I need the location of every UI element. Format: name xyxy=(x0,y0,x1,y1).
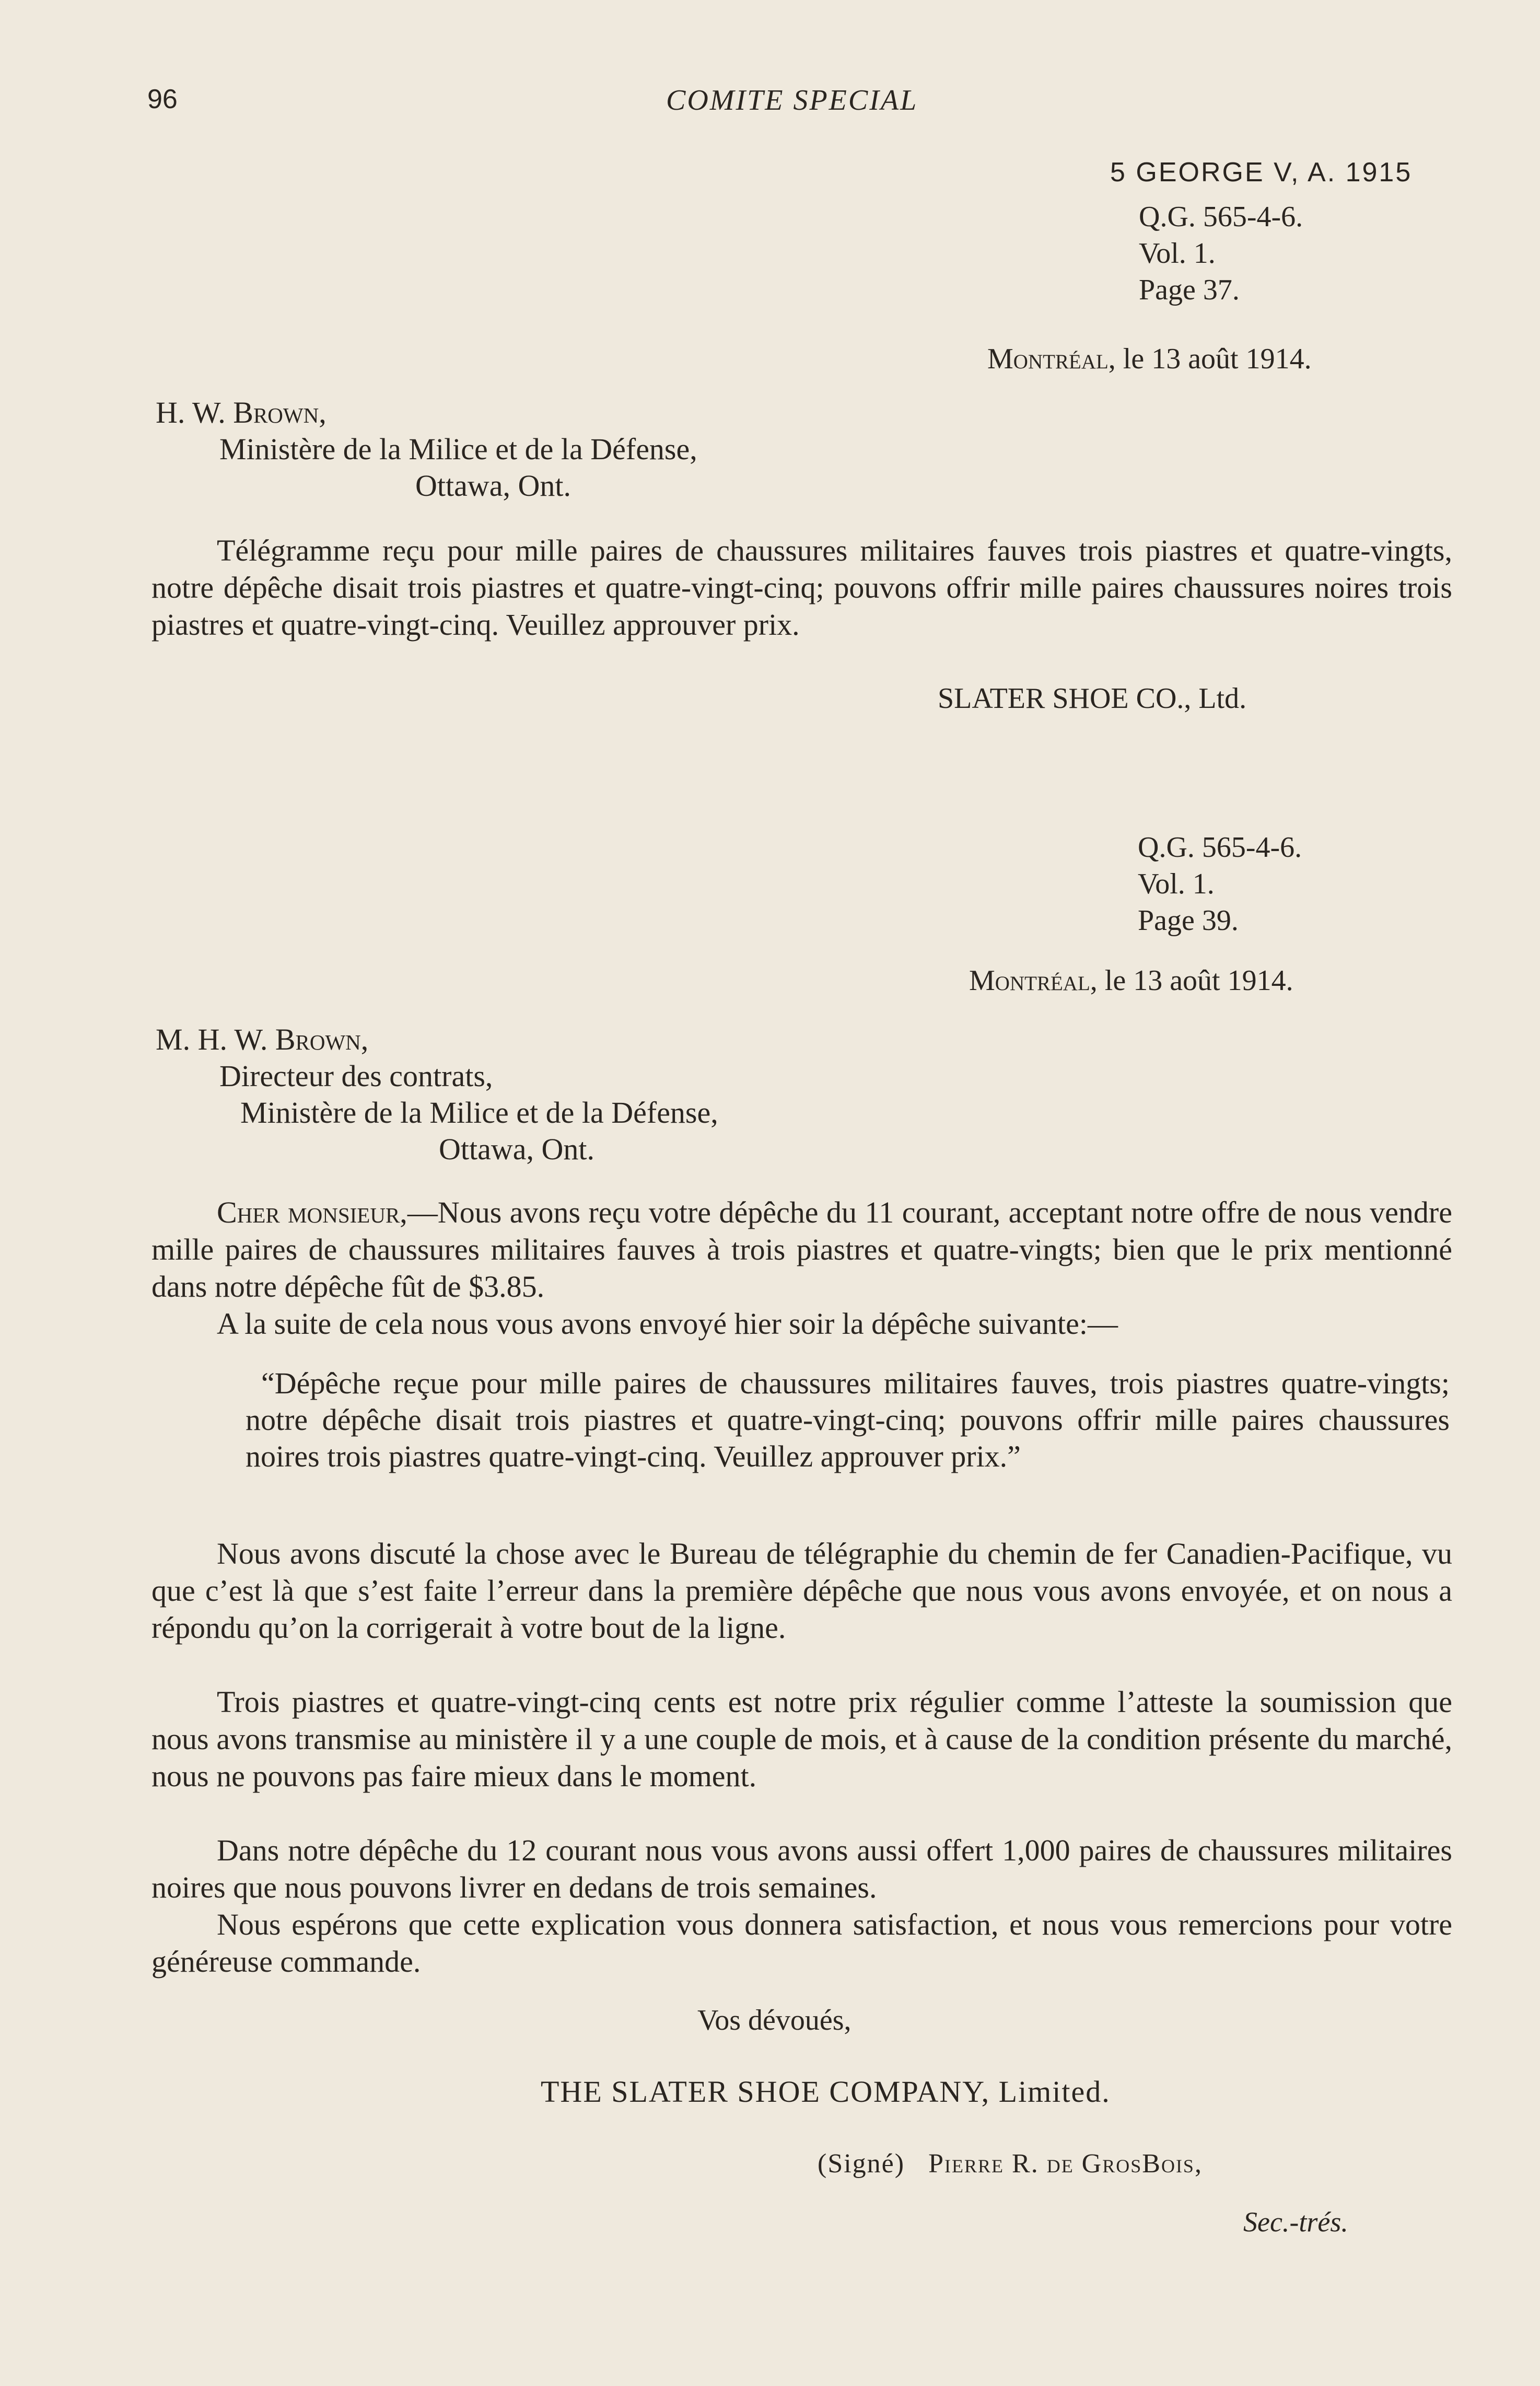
letter2-ref-volume: Vol. 1. xyxy=(1138,868,1215,900)
letter1-date-city: Montréal xyxy=(987,343,1109,375)
letter2-company: THE SLATER SHOE COMPANY, Limited. xyxy=(541,2075,1111,2109)
running-title: COMITE SPECIAL xyxy=(666,84,918,117)
page-number: 96 xyxy=(147,84,178,114)
letter2-paragraph-1-text: —Nous avons reçu votre dépêche du 11 courant, acceptant notre offre de nous vendre mille paires de chaussures militaires fauves à trois piastres et quatre-vingts; bien que le prix mentionné dans notre dépêche fût de $3.85. xyxy=(151,1195,1452,1303)
letter1-ref-volume: Vol. 1. xyxy=(1139,237,1216,270)
letter2-paragraph-1 xyxy=(151,1194,1452,1305)
letter2-date-rest: , le 13 août 1914. xyxy=(1090,964,1293,997)
letter2-ref-file: Q.G. 565-4-6. xyxy=(1138,831,1302,864)
letter1-dateline xyxy=(987,342,1312,376)
session-line: 5 GEORGE V, A. 1915 xyxy=(1110,157,1413,188)
letter2-signer-title: Sec.-trés. xyxy=(1243,2206,1348,2238)
letter1-recipient-city: Ottawa, Ont. xyxy=(415,469,571,503)
letter1-recipient-name: H. W. Brown, xyxy=(156,395,326,429)
letter2-dateline xyxy=(969,964,1293,997)
letter1-reference xyxy=(1139,199,1303,308)
letter1-signature: SLATER SHOE CO., Ltd. xyxy=(938,682,1247,715)
letter2-date-city: Montréal xyxy=(969,964,1090,997)
letter2-salutation: Cher monsieur, xyxy=(217,1195,407,1229)
letter1-date-rest: , le 13 août 1914. xyxy=(1108,343,1312,375)
letter1-ref-file: Q.G. 565-4-6. xyxy=(1139,201,1303,233)
letter2-signed-label: (Signé) xyxy=(818,2149,905,2179)
letter2-reference xyxy=(1138,829,1302,939)
letter2-signed-line xyxy=(818,2148,1203,2179)
letter2-paragraph-6: Nous espérons que cette explication vous donnera satisfaction, et nous vous remercions pour votre généreuse commande. xyxy=(151,1907,1452,1978)
letter2-recipient-city: Ottawa, Ont. xyxy=(439,1132,594,1166)
letter2-ref-page: Page 39. xyxy=(1138,904,1239,937)
letter2-recipient-name: M. H. W. Brown, xyxy=(156,1022,369,1056)
letter2-paragraph-4: Trois piastres et quatre-vingt-cinq cents est notre prix régulier comme l’atteste la soumission que nous avons transmise au ministère il y a une couple de mois, et à cause de la condition présente du marché, nous ne pouvons pas faire mieux dans le moment. xyxy=(151,1685,1452,1793)
letter2-closing: Vos dévoués, xyxy=(697,2004,851,2036)
letter2-signer: Pierre R. de GrosBois, xyxy=(928,2149,1203,2179)
letter2-recipient-title: Directeur des contrats, xyxy=(219,1059,493,1093)
letter2-quoted-telegram: “Dépêche reçue pour mille paires de chaussures militaires fauves, trois piastres quatre-vingts; notre dépêche disait trois piastres et quatre-vingt-cinq; pouvons offrir mille paires chaussures noires trois piastres quatre-vingt-cinq. Veuillez approuver prix.” xyxy=(246,1366,1450,1473)
letter2-recipient-ministry: Ministère de la Milice et de la Défense, xyxy=(240,1096,718,1130)
letter1-recipient-ministry: Ministère de la Milice et de la Défense, xyxy=(219,432,697,466)
letter1-ref-page: Page 37. xyxy=(1139,274,1240,306)
letter1-body: Télégramme reçu pour mille paires de chaussures militaires fauves trois piastres et quatre-vingts, notre dépêche disait trois piastres et quatre-vingt-cinq; pouvons offrir mille paires chaussures noires trois piastres et quatre-vingt-cinq. Veuillez approuver prix. xyxy=(151,533,1452,642)
letter2-paragraph-3: Nous avons discuté la chose avec le Bureau de télégraphie du chemin de fer Canadien-Pacifique, vu que c’est là que s’est faite l’erreur dans la première dépêche que nous vous avons envoyée, et on nous a répondu qu’on la corrigerait à votre bout de la ligne. xyxy=(151,1537,1452,1645)
letter2-paragraph-2: A la suite de cela nous vous avons envoyé hier soir la dépêche suivante:— xyxy=(217,1307,1118,1341)
letter2-paragraph-5: Dans notre dépêche du 12 courant nous vous avons aussi offert 1,000 paires de chaussures militaires noires que nous pouvons livrer en dedans de trois semaines. xyxy=(151,1833,1452,1904)
